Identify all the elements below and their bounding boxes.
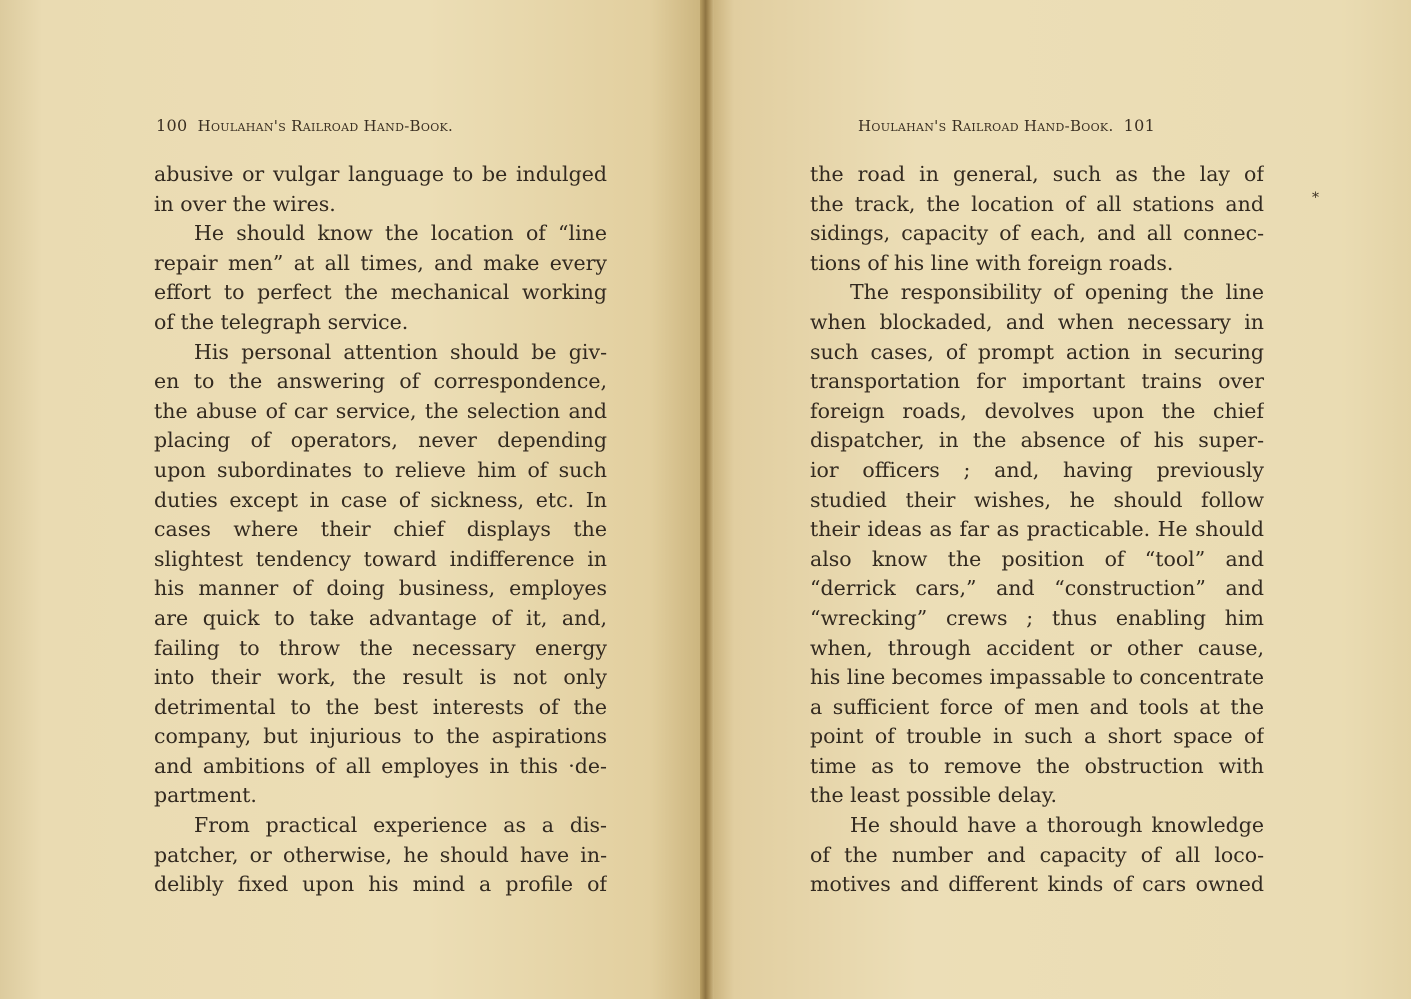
right-line: transportation for important trains over — [810, 369, 1264, 394]
right-line: also know the position of “tool” and — [810, 546, 1264, 571]
right-line: a sufficient force of men and tools at the — [810, 694, 1264, 719]
right-line: foreign roads, devolves upon the chief — [810, 398, 1264, 423]
left-line: delibly fixed upon his mind a profile of — [154, 872, 607, 897]
left-line: into their work, the result is not only — [154, 665, 607, 690]
left-line: of the telegraph service. — [154, 309, 409, 334]
left-line: en to the answering of correspondence, — [154, 369, 607, 394]
left-line: company, but injurious to the aspirations — [154, 724, 607, 749]
left-line: patcher, or otherwise, he should have in- — [154, 842, 607, 867]
right-line: point of trouble in such a short space of — [810, 724, 1264, 749]
left-line: cases where their chief displays the — [154, 517, 607, 542]
right-running-title: Houlahan's Railroad Hand-Book. — [858, 117, 1114, 135]
left-line: the abuse of car service, the selection and — [154, 398, 607, 423]
right-line: when, through accident or other cause, — [810, 635, 1264, 660]
left-line: failing to throw the necessary energy — [154, 635, 607, 660]
left-line: He should know the location of “line — [194, 221, 607, 246]
left-line: detrimental to the best interests of the — [154, 694, 607, 719]
right-line: sidings, capacity of each, and all connec- — [810, 221, 1264, 246]
left-line: repair men” at all times, and make every — [154, 250, 607, 275]
left-line: From practical experience as a dis- — [194, 813, 607, 838]
left-page-number: 100 — [156, 116, 188, 135]
left-line: and ambitions of all employes in this ·de- — [154, 753, 607, 778]
left-line: partment. — [154, 783, 257, 808]
right-line: He should have a thorough knowledge — [850, 813, 1264, 838]
left-line: are quick to take advantage of it, and, — [154, 605, 607, 630]
right-page — [706, 0, 1411, 999]
right-line: his line becomes impassable to concentrate — [810, 665, 1264, 690]
left-line: placing of operators, never depending — [154, 428, 607, 453]
left-line: effort to perfect the mechanical working — [154, 280, 607, 305]
right-line: the least possible delay. — [810, 783, 1058, 808]
right-line: studied their wishes, he should follow — [810, 487, 1264, 512]
right-body-text — [810, 160, 1264, 900]
left-line: His personal attention should be giv- — [194, 339, 607, 364]
left-line: abusive or vulgar language to be indulged — [154, 162, 607, 186]
right-line: the track, the location of all stations and — [810, 191, 1264, 216]
right-line: time as to remove the obstruction with — [810, 753, 1264, 778]
left-line: in over the wires. — [154, 191, 336, 216]
right-line: of the number and capacity of all loco- — [810, 842, 1264, 867]
left-line: slightest tendency toward indifference in — [154, 546, 607, 571]
right-line: such cases, of prompt action in securing — [810, 339, 1264, 364]
margin-mark: * — [1312, 190, 1319, 206]
right-line: “wrecking” crews ; thus enabling him — [810, 605, 1264, 630]
right-line: The responsibility of opening the line — [850, 280, 1264, 305]
right-running-head — [858, 116, 1155, 135]
left-line: his manner of doing business, employes — [154, 576, 607, 601]
left-body-text — [154, 160, 607, 900]
right-page-number: 101 — [1123, 116, 1156, 135]
right-line: the road in general, such as the lay of — [810, 162, 1264, 186]
right-line: motives and different kinds of cars owned — [810, 872, 1264, 897]
right-line: tions of his line with foreign roads. — [810, 250, 1174, 275]
left-line: duties except in case of sickness, etc. In — [154, 487, 607, 512]
right-line: “derrick cars,” and “construction” and — [810, 576, 1264, 601]
right-line: when blockaded, and when necessary in — [810, 309, 1264, 334]
right-line: their ideas as far as practicable. He should — [810, 517, 1264, 542]
left-running-head — [156, 116, 453, 135]
book-gutter — [700, 0, 714, 999]
left-running-title: Houlahan's Railroad Hand-Book. — [197, 117, 454, 135]
right-line: ior officers ; and, having previously — [810, 457, 1264, 482]
left-line: upon subordinates to relieve him of such — [154, 457, 607, 482]
right-line: dispatcher, in the absence of his super- — [810, 428, 1264, 453]
